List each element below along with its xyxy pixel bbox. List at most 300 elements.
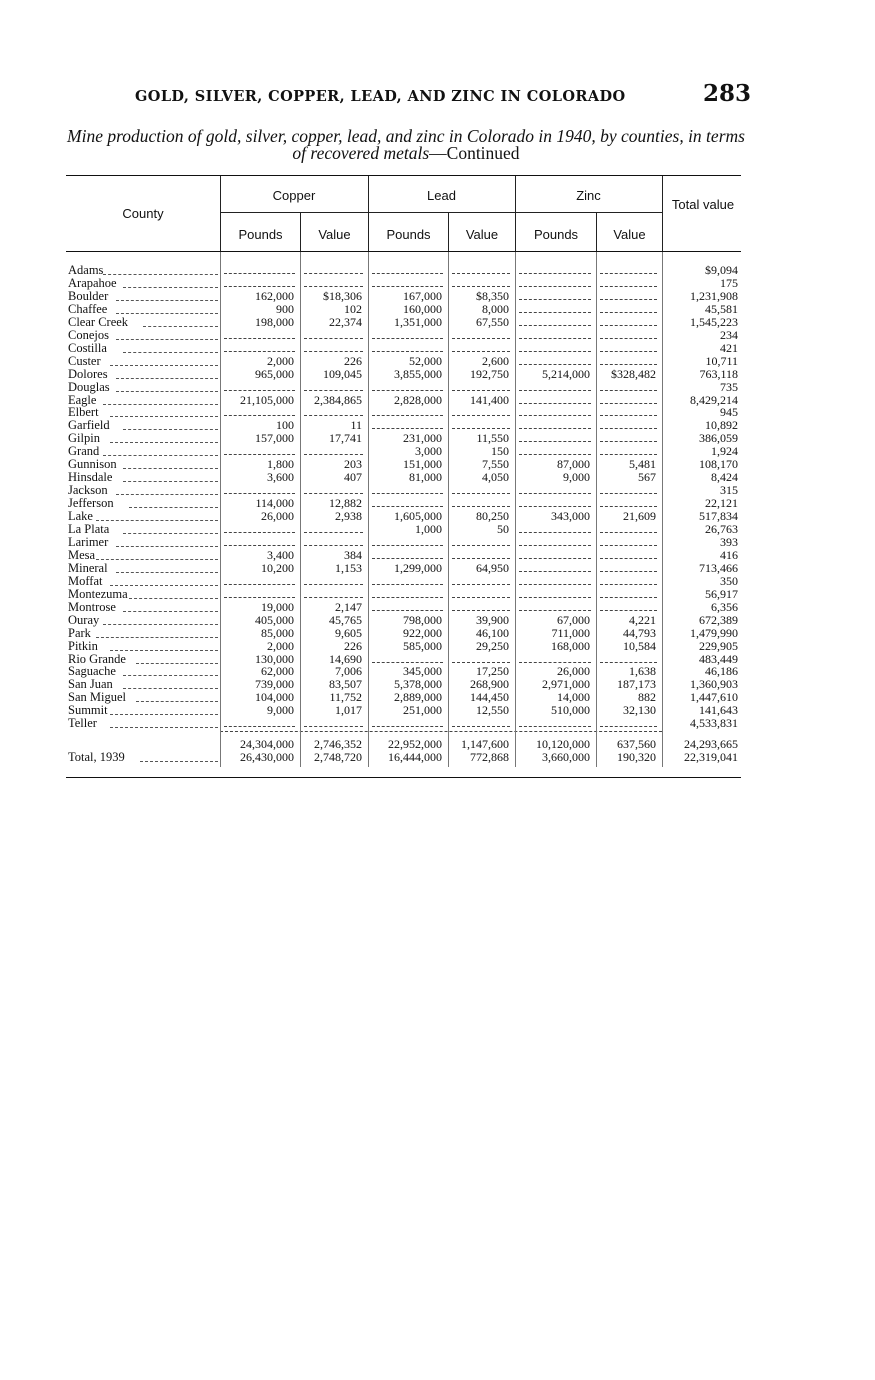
total-value-cell: 945 xyxy=(720,405,738,420)
value-cell: 11,752 xyxy=(329,690,362,705)
empty-cell-dashes xyxy=(224,454,295,455)
value-cell: 1,000 xyxy=(415,522,442,536)
value-cell: 226 xyxy=(344,353,362,368)
column-divider xyxy=(448,252,449,767)
leader-dots xyxy=(116,485,218,495)
value-cell: 2,384,865 xyxy=(314,392,362,407)
county-name: Larimer xyxy=(68,534,109,549)
county-name: Mineral xyxy=(68,560,108,575)
county-name: Pitkin xyxy=(68,638,98,653)
total-value-cell: 10,892 xyxy=(705,418,738,433)
leader-dots xyxy=(129,498,218,508)
leader-dots xyxy=(123,666,218,676)
value-cell: 22,374 xyxy=(329,314,362,329)
leader-dots xyxy=(103,615,218,625)
leader-dots xyxy=(116,330,218,340)
county-name: Jackson xyxy=(68,483,108,498)
empty-cell-dashes xyxy=(600,273,657,274)
value-cell: 67,550 xyxy=(476,314,509,329)
empty-cell-dashes xyxy=(372,597,443,598)
empty-cell-dashes xyxy=(519,312,591,313)
value-cell: 22,952,000 xyxy=(388,737,442,751)
total-value-cell: 56,917 xyxy=(705,586,738,601)
value-cell: 637,560 xyxy=(617,737,656,751)
county-name: Chaffee xyxy=(68,301,108,316)
leader-dots xyxy=(110,718,218,728)
value-cell: 384 xyxy=(344,547,362,562)
county-name: Ouray xyxy=(68,612,100,627)
total-value-cell: 1,479,990 xyxy=(690,625,738,640)
value-cell: 26,430,000 xyxy=(240,749,294,764)
empty-cell-dashes xyxy=(304,286,363,287)
county-name: Gunnison xyxy=(68,457,117,472)
empty-cell-dashes xyxy=(372,493,443,494)
value-cell: 29,250 xyxy=(476,638,509,653)
leader-dots xyxy=(123,459,218,469)
county-name: Dolores xyxy=(68,366,108,381)
county-name: Custer xyxy=(68,353,101,368)
empty-cell-dashes xyxy=(519,441,591,442)
value-cell: 11 xyxy=(350,418,362,433)
empty-cell-dashes xyxy=(519,571,591,572)
value-cell: 9,000 xyxy=(267,703,294,718)
total-value-cell: 22,121 xyxy=(705,496,738,511)
value-cell: $18,306 xyxy=(323,288,362,303)
value-cell: 2,000 xyxy=(267,353,294,368)
value-cell: 798,000 xyxy=(403,612,442,627)
empty-cell-dashes xyxy=(519,299,591,300)
value-cell: 2,000 xyxy=(267,638,294,653)
empty-cell-dashes xyxy=(372,662,443,663)
value-cell: 26,000 xyxy=(261,509,294,524)
empty-cell-dashes xyxy=(304,338,363,339)
value-cell: 157,000 xyxy=(255,431,294,446)
column-divider xyxy=(220,252,221,767)
empty-cell-dashes xyxy=(304,415,363,416)
value-cell: 510,000 xyxy=(551,703,590,718)
value-cell: 1,299,000 xyxy=(394,560,442,575)
empty-cell-dashes xyxy=(519,506,591,507)
empty-cell-dashes xyxy=(519,584,591,585)
value-cell: 87,000 xyxy=(557,457,590,472)
value-cell: 3,000 xyxy=(415,444,442,459)
total-value-cell: 421 xyxy=(720,340,738,355)
empty-cell-dashes xyxy=(600,597,657,598)
value-cell: 203 xyxy=(344,457,362,472)
empty-cell-dashes xyxy=(519,597,591,598)
empty-cell-dashes xyxy=(304,726,363,727)
value-cell: 567 xyxy=(638,470,656,485)
empty-cell-dashes xyxy=(600,726,657,727)
total-value-cell: 350 xyxy=(720,573,738,588)
value-cell: 922,000 xyxy=(403,625,442,640)
total-value-cell: 386,059 xyxy=(699,431,738,446)
empty-cell-dashes xyxy=(519,286,591,287)
leader-dots xyxy=(96,628,218,638)
empty-cell-dashes xyxy=(372,506,443,507)
empty-cell-dashes xyxy=(304,351,363,352)
empty-cell-dashes xyxy=(519,364,591,365)
empty-cell-dashes xyxy=(304,545,363,546)
value-cell: 1,605,000 xyxy=(394,509,442,524)
county-name: Elbert xyxy=(68,405,99,420)
total-value-cell: 175 xyxy=(720,275,738,290)
county-name: Saguache xyxy=(68,664,116,679)
value-cell: 44,793 xyxy=(623,625,656,640)
leader-dots xyxy=(96,550,218,560)
caption-continued: —Continued xyxy=(429,143,520,163)
empty-cell-dashes xyxy=(304,390,363,391)
empty-cell-dashes xyxy=(452,428,510,429)
empty-cell-dashes xyxy=(600,390,657,391)
county-name: Arapahoe xyxy=(68,275,117,290)
table-caption xyxy=(66,128,746,162)
county-name: Teller xyxy=(68,716,97,731)
value-cell: 3,660,000 xyxy=(542,749,590,764)
empty-cell-dashes xyxy=(372,545,443,546)
county-name: San Juan xyxy=(68,677,113,692)
value-cell: 10,584 xyxy=(623,638,656,653)
county-name: Montrose xyxy=(68,599,116,614)
empty-cell-dashes xyxy=(224,390,295,391)
empty-cell-dashes xyxy=(600,662,657,663)
leader-dots xyxy=(116,563,218,573)
total-value-cell: 672,389 xyxy=(699,612,738,627)
value-cell: 144,450 xyxy=(470,690,509,705)
leader-dots xyxy=(116,537,218,547)
leader-dots xyxy=(123,278,218,288)
empty-cell-dashes xyxy=(600,545,657,546)
empty-cell-dashes xyxy=(519,415,591,416)
value-cell: 3,600 xyxy=(267,470,294,485)
empty-cell-dashes xyxy=(224,545,295,546)
empty-cell-dashes xyxy=(452,286,510,287)
value-cell: 45,765 xyxy=(329,612,362,627)
empty-cell-dashes xyxy=(600,312,657,313)
empty-cell-dashes xyxy=(519,390,591,391)
value-cell: 52,000 xyxy=(409,353,442,368)
empty-cell-dashes xyxy=(600,584,657,585)
leader-dots xyxy=(143,317,218,327)
pounds-subheader: Pounds xyxy=(386,227,431,242)
value-cell: 62,000 xyxy=(261,664,294,679)
empty-cell-dashes xyxy=(372,558,443,559)
total-value-cell: 8,429,214 xyxy=(690,392,738,407)
value-cell: 4,221 xyxy=(629,612,656,627)
empty-cell-dashes xyxy=(224,415,295,416)
value-subheader: Value xyxy=(613,227,646,242)
empty-cell-dashes xyxy=(304,493,363,494)
county-name: Total, 1939 xyxy=(68,749,125,764)
total-value-cell: 416 xyxy=(720,547,738,562)
leader-dots xyxy=(103,265,218,275)
value-cell: 190,320 xyxy=(617,749,656,764)
value-cell: 11,550 xyxy=(476,431,509,446)
empty-cell-dashes xyxy=(452,726,510,727)
value-cell: 2,600 xyxy=(482,353,509,368)
county-name: Rio Grande xyxy=(68,651,126,666)
leader-dots xyxy=(116,382,218,392)
value-cell: 9,605 xyxy=(335,625,362,640)
page-header xyxy=(0,80,875,110)
leader-dots xyxy=(110,576,218,586)
copper-header: Copper xyxy=(272,188,316,203)
page-number: 283 xyxy=(703,80,752,107)
total-value-cell: 483,449 xyxy=(699,651,738,666)
empty-cell-dashes xyxy=(519,351,591,352)
empty-cell-dashes xyxy=(372,584,443,585)
value-cell: 345,000 xyxy=(403,664,442,679)
empty-cell-dashes xyxy=(600,571,657,572)
value-cell: 17,250 xyxy=(476,664,509,679)
leader-dots xyxy=(136,654,218,664)
total-value-cell: 1,231,908 xyxy=(690,288,738,303)
leader-dots xyxy=(116,291,218,301)
county-name: Moffat xyxy=(68,573,103,588)
leader-dots xyxy=(123,602,218,612)
empty-cell-dashes xyxy=(519,493,591,494)
empty-cell-dashes xyxy=(372,390,443,391)
value-cell: 162,000 xyxy=(255,288,294,303)
value-cell: 7,006 xyxy=(335,664,362,679)
empty-cell-dashes xyxy=(304,597,363,598)
value-cell: 900 xyxy=(276,301,294,316)
value-cell: 17,741 xyxy=(329,431,362,446)
running-title: GOLD, SILVER, COPPER, LEAD, AND ZINC IN COLORADO xyxy=(135,88,626,105)
empty-cell-dashes xyxy=(452,662,510,663)
empty-cell-dashes xyxy=(600,415,657,416)
value-cell: 130,000 xyxy=(255,651,294,666)
caption-text: Mine production of gold, silver, copper, lead, and zinc in Colorado in 1940, by counties, in terms of recovered metals xyxy=(67,126,745,163)
total-value-cell: 517,834 xyxy=(699,509,738,524)
value-cell: 268,900 xyxy=(470,677,509,692)
leader-dots xyxy=(136,692,218,702)
empty-cell-dashes xyxy=(519,532,591,533)
value-cell: 5,378,000 xyxy=(394,677,442,692)
empty-cell-dashes xyxy=(452,506,510,507)
county-name: La Plata xyxy=(68,522,110,536)
leader-dots xyxy=(116,304,218,314)
column-divider xyxy=(515,252,516,767)
empty-cell-dashes xyxy=(224,338,295,339)
total-value-cell: 6,356 xyxy=(711,599,738,614)
value-cell: 14,690 xyxy=(329,651,362,666)
total-value-cell: 1,924 xyxy=(711,444,738,459)
empty-cell-dashes xyxy=(452,558,510,559)
value-cell: 168,000 xyxy=(551,638,590,653)
value-subheader: Value xyxy=(465,227,499,242)
total-value-cell: 24,293,665 xyxy=(684,737,738,751)
leader-dots xyxy=(140,752,218,762)
empty-cell-dashes xyxy=(224,597,295,598)
empty-cell-dashes xyxy=(452,610,510,611)
value-cell: 1,638 xyxy=(629,664,656,679)
value-cell: 739,000 xyxy=(255,677,294,692)
value-cell: 80,250 xyxy=(476,509,509,524)
empty-cell-dashes xyxy=(452,415,510,416)
value-cell: 81,000 xyxy=(409,470,442,485)
value-cell: 39,900 xyxy=(476,612,509,627)
leader-dots xyxy=(116,369,218,379)
empty-cell-dashes xyxy=(600,325,657,326)
total-value-cell: 26,763 xyxy=(705,522,738,536)
county-name: Park xyxy=(68,625,91,640)
total-value-cell: 735 xyxy=(720,379,738,394)
value-cell: 5,481 xyxy=(629,457,656,472)
value-cell: 19,000 xyxy=(261,599,294,614)
total-value-cell: 46,186 xyxy=(705,664,738,679)
value-cell: 32,130 xyxy=(623,703,656,718)
value-cell: 21,609 xyxy=(623,509,656,524)
value-cell: 21,105,000 xyxy=(240,392,294,407)
lead-header: Lead xyxy=(427,188,456,203)
leader-dots xyxy=(110,407,218,417)
value-cell: 12,550 xyxy=(476,703,509,718)
empty-cell-dashes xyxy=(452,584,510,585)
empty-cell-dashes xyxy=(372,726,443,727)
empty-cell-dashes xyxy=(372,351,443,352)
empty-cell-dashes xyxy=(452,338,510,339)
county-name: Jefferson xyxy=(68,496,114,511)
empty-cell-dashes xyxy=(600,428,657,429)
empty-cell-dashes xyxy=(452,545,510,546)
value-cell: 251,000 xyxy=(403,703,442,718)
empty-cell-dashes xyxy=(600,493,657,494)
value-cell: 1,800 xyxy=(267,457,294,472)
leader-dots xyxy=(110,641,218,651)
value-cell: 151,000 xyxy=(403,457,442,472)
value-cell: 46,100 xyxy=(476,625,509,640)
empty-cell-dashes xyxy=(224,286,295,287)
value-cell: 2,746,352 xyxy=(314,737,362,751)
empty-cell-dashes xyxy=(519,454,591,455)
empty-cell-dashes xyxy=(519,726,591,727)
empty-cell-dashes xyxy=(600,338,657,339)
leader-dots xyxy=(123,524,218,534)
county-name: Conejos xyxy=(68,327,109,342)
leader-dots xyxy=(110,433,218,443)
empty-cell-dashes xyxy=(600,454,657,455)
empty-cell-dashes xyxy=(224,493,295,494)
empty-cell-dashes xyxy=(519,558,591,559)
empty-cell-dashes xyxy=(372,273,443,274)
leader-dots xyxy=(96,511,218,521)
empty-cell-dashes xyxy=(600,286,657,287)
value-cell: 585,000 xyxy=(403,638,442,653)
value-cell: 1,153 xyxy=(335,560,362,575)
empty-cell-dashes xyxy=(519,273,591,274)
value-cell: 226 xyxy=(344,638,362,653)
value-cell: 50 xyxy=(497,522,509,536)
empty-cell-dashes xyxy=(452,273,510,274)
county-name: Hinsdale xyxy=(68,470,113,485)
total-value-cell: 10,711 xyxy=(705,353,738,368)
empty-cell-dashes xyxy=(224,273,295,274)
column-divider xyxy=(596,252,597,767)
value-cell: 104,000 xyxy=(255,690,294,705)
value-cell: 10,120,000 xyxy=(536,737,590,751)
county-name: Clear Creek xyxy=(68,314,129,329)
county-name: Garfield xyxy=(68,418,110,433)
value-cell: 10,200 xyxy=(261,560,294,575)
total-value-cell: 763,118 xyxy=(699,366,738,381)
county-name: Boulder xyxy=(68,288,109,303)
empty-cell-dashes xyxy=(600,299,657,300)
value-cell: 7,550 xyxy=(482,457,509,472)
value-cell: 187,173 xyxy=(617,677,656,692)
leader-dots xyxy=(123,679,218,689)
empty-cell-dashes xyxy=(452,390,510,391)
value-cell: 64,950 xyxy=(476,560,509,575)
county-name: Gilpin xyxy=(68,431,100,446)
total-value-cell: 229,905 xyxy=(699,638,738,653)
empty-cell-dashes xyxy=(519,428,591,429)
empty-cell-dashes xyxy=(600,610,657,611)
value-cell: 343,000 xyxy=(551,509,590,524)
total-value-cell: 713,466 xyxy=(699,560,738,575)
empty-cell-dashes xyxy=(224,584,295,585)
empty-cell-dashes xyxy=(224,351,295,352)
value-cell: 407 xyxy=(344,470,362,485)
empty-cell-dashes xyxy=(304,454,363,455)
total-value-cell: 393 xyxy=(720,534,738,549)
pounds-subheader: Pounds xyxy=(238,227,283,242)
empty-cell-dashes xyxy=(372,428,443,429)
county-name: Grand xyxy=(68,444,100,459)
value-cell: 3,855,000 xyxy=(394,366,442,381)
county-name: Costilla xyxy=(68,340,107,355)
empty-cell-dashes xyxy=(372,338,443,339)
value-cell: 1,147,600 xyxy=(461,737,509,751)
empty-cell-dashes xyxy=(304,532,363,533)
total-value-cell: 1,360,903 xyxy=(690,677,738,692)
value-cell: 83,507 xyxy=(329,677,362,692)
county-name: Mesa xyxy=(68,547,96,562)
value-cell: 2,147 xyxy=(335,599,362,614)
value-cell: 2,938 xyxy=(335,509,362,524)
leader-dots xyxy=(103,395,218,405)
empty-cell-dashes xyxy=(600,403,657,404)
empty-cell-dashes xyxy=(224,532,295,533)
value-cell: 4,050 xyxy=(482,470,509,485)
header-divider xyxy=(662,176,663,251)
empty-cell-dashes xyxy=(600,532,657,533)
empty-cell-dashes xyxy=(372,610,443,611)
column-divider xyxy=(300,252,301,767)
total-value-cell: 315 xyxy=(720,483,738,498)
value-cell: 2,748,720 xyxy=(314,749,362,764)
value-cell: 85,000 xyxy=(261,625,294,640)
value-cell: 3,400 xyxy=(267,547,294,562)
county-name: Montezuma xyxy=(68,586,128,601)
value-cell: 100 xyxy=(276,418,294,433)
zinc-header: Zinc xyxy=(576,188,601,203)
county-header: County xyxy=(122,206,164,221)
value-cell: 160,000 xyxy=(403,301,442,316)
value-cell: 1,017 xyxy=(335,703,362,718)
top-rule xyxy=(66,175,741,176)
empty-cell-dashes xyxy=(519,662,591,663)
column-divider xyxy=(662,252,663,767)
value-cell: $8,350 xyxy=(476,288,509,303)
value-cell: 2,889,000 xyxy=(394,690,442,705)
value-cell: 9,000 xyxy=(563,470,590,485)
leader-dots xyxy=(103,446,218,456)
county-name: Summit xyxy=(68,703,108,718)
empty-cell-dashes xyxy=(452,597,510,598)
total-value-cell: 234 xyxy=(720,327,738,342)
leader-dots xyxy=(110,705,218,715)
